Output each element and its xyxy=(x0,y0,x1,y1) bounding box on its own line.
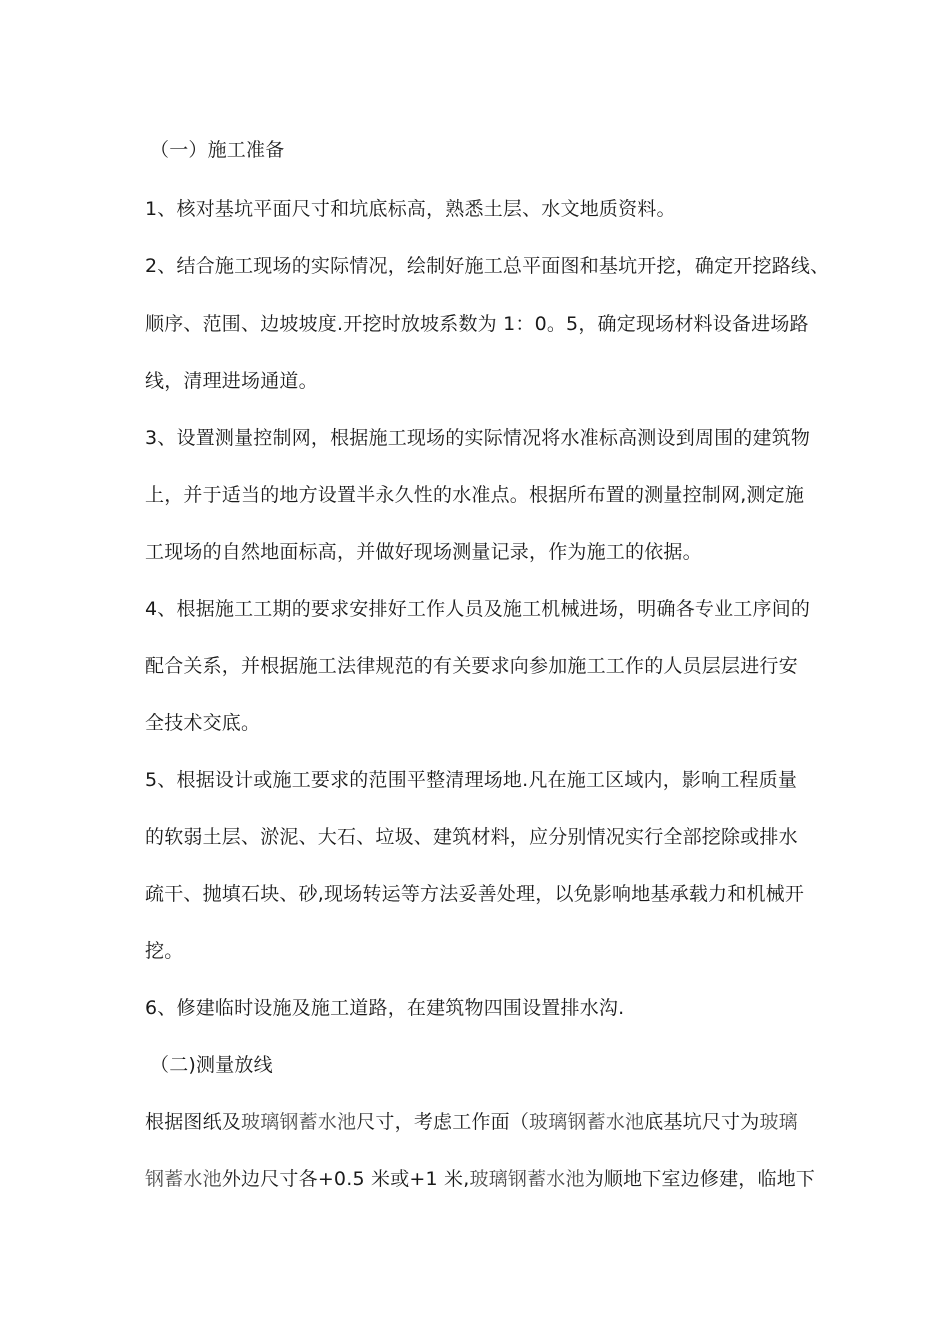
text-run-serif: 玻璃 xyxy=(759,1111,798,1133)
paragraph-line: 的软弱土层、淤泥、大石、垃圾、建筑材料，应分别情况实行全部挖除或排水 xyxy=(145,826,798,848)
text-run: 尺寸，考虑工作面（ xyxy=(356,1111,530,1133)
paragraph-line: 4、根据施工工期的要求安排好工作人员及施工机械进场，明确各专业工序间的 xyxy=(145,598,811,620)
paragraph-line: 1、核对基坑平面尺寸和坑底标高，熟悉土层、水文地质资料。 xyxy=(145,198,676,220)
paragraph-line: 5、根据设计或施工要求的范围平整清理场地.凡在施工区域内，影响工程质量 xyxy=(145,769,798,791)
text-run: 为顺地下室边修建，临地下 xyxy=(584,1168,816,1190)
paragraph-line: 线，清理进场通道。 xyxy=(145,370,318,392)
paragraph-line: 全技术交底。 xyxy=(145,712,261,734)
section-heading-construction-prep: （一）施工准备 xyxy=(150,139,285,161)
text-run-serif: 玻璃钢蓄水池 xyxy=(241,1111,357,1133)
paragraph-line: 2、结合施工现场的实际情况，绘制好施工总平面图和基坑开挖，确定开挖路线、 xyxy=(145,255,830,277)
text-run: 根据图纸及 xyxy=(145,1111,242,1133)
paragraph-line: 顺序、范围、边坡坡度.开挖时放坡系数为 1：0。5，确定现场材料设备进场路 xyxy=(145,313,809,335)
text-run-serif: 钢蓄水池 xyxy=(145,1168,222,1190)
text-run: 底基坑尺寸为 xyxy=(644,1111,760,1133)
paragraph-line: 3、设置测量控制网，根据施工现场的实际情况将水准标高测设到周围的建筑物 xyxy=(145,427,811,449)
paragraph-line-mixed xyxy=(145,1110,815,1134)
paragraph-line: 疏干、抛填石块、砂,现场转运等方法妥善处理，以免影响地基承载力和机械开 xyxy=(145,883,805,905)
text-run-serif: 玻璃钢蓄水池 xyxy=(529,1111,645,1133)
text-run: 外边尺寸各+0.5 米或+1 米, xyxy=(221,1168,470,1190)
section-heading-survey: （二)测量放线 xyxy=(150,1054,273,1076)
paragraph-line: 6、修建临时设施及施工道路，在建筑物四围设置排水沟. xyxy=(145,997,625,1019)
paragraph-line: 挖。 xyxy=(145,940,184,962)
text-run-serif: 玻璃钢蓄水池 xyxy=(469,1168,585,1190)
paragraph-line: 工现场的自然地面标高，并做好现场测量记录，作为施工的依据。 xyxy=(145,541,702,563)
paragraph-line-mixed xyxy=(145,1167,815,1191)
paragraph-line: 配合关系，并根据施工法律规范的有关要求向参加施工工作的人员层层进行安 xyxy=(145,655,798,677)
paragraph-line: 上，并于适当的地方设置半永久性的水准点。根据所布置的测量控制网,测定施 xyxy=(145,484,805,506)
